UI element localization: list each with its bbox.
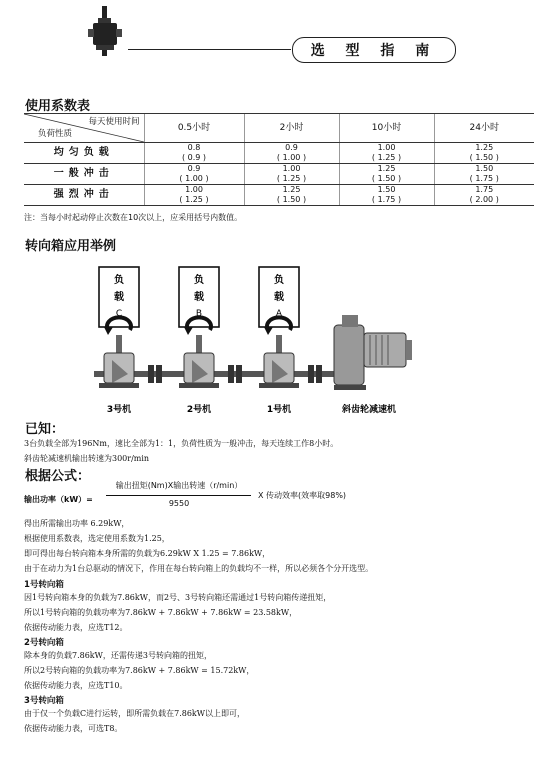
cell-value-alt: ( 1.25 ) [276,174,307,183]
table-corner-cell [24,114,144,143]
load-b [179,267,219,353]
box3-title: 3号转向箱 [24,696,64,706]
drive-train-diagram [84,255,414,420]
cell-value: 1.00 [185,185,203,194]
table-row [24,143,534,164]
cell-value: 1.25 [377,164,396,173]
table-cell [244,143,339,164]
cell-value: 1.50 [475,164,494,173]
reducer-label: 斜齿轮减速机 [341,405,397,415]
example-section-title: 转向箱应用举例 [25,239,117,254]
cell-value-alt: ( 2.00 ) [469,195,499,204]
table-cell [144,143,244,164]
table-row [24,185,534,206]
cell-value-alt: ( 1.75 ) [469,174,499,183]
calc-line: 得出所需输出功率 6.29kW， [24,519,130,528]
load-a [259,267,299,353]
coef-table [24,113,534,206]
box1-title: 1号转向箱 [24,580,64,590]
box3-line: 由于仅一个负载C进行运转，即所需负载在7.86kW以上即可， [24,709,246,718]
table-cell [244,185,339,206]
table-cell [339,143,434,164]
cell-value: 1.75 [475,185,494,194]
load-c [99,267,139,353]
machine-2-label: 2号机 [186,405,212,415]
table-row [24,164,534,185]
fraction-bar [106,495,251,496]
column-header: 0.5小时 [144,114,244,143]
formula-rhs: X 传动效率(效率取98%) [258,491,347,500]
known-line: 3台负载全部为196Nm，速比全部为1：1，负荷性质为一般冲击，每天连续工作8小时。 [24,439,339,448]
formula-numerator: 输出扭矩(Nm)X输出转速（r/min） [115,481,243,490]
table-cell [144,185,244,206]
calc-line: 由于在动力为1台总驱动的情况下，作用在每台转向箱上的负载均不一样，所以必须各个分开选型。 [24,564,374,573]
known-title: 已知： [25,422,65,437]
load-b-line2: 载 [194,292,204,303]
coef-note: 注：当每小时起动停止次数在10次以上，应采用括号内数值。 [24,213,243,222]
gearbox-1-icon [259,353,299,388]
known-line: 斜齿轮减速机输出转速为300r/min [24,454,150,463]
cell-value: 1.25 [282,185,301,194]
box2-line: 依据传动能力表，应选T10。 [24,681,128,690]
table-cell [244,164,339,185]
calc-line: 即可得出每台转向箱本身所需的负载为6.29kW X 1.25 = 7.86kW， [24,549,271,558]
gearbox-2-icon [179,353,219,388]
page-header-title: 选 型 指 南 [292,37,456,63]
table-cell [339,185,434,206]
load-c-line2: 载 [114,292,124,303]
gearbox-logo-icon [88,6,122,56]
row-label: 一般冲击 [24,164,144,185]
arrowhead-icon [264,327,273,335]
cell-value: 1.50 [377,185,396,194]
formula-denominator: 9550 [168,499,190,508]
row-label: 均匀负载 [24,143,144,164]
cell-value-alt: ( 1.00 ) [276,153,307,162]
arrowhead-icon [184,327,193,335]
cell-value: 1.00 [377,143,396,152]
column-header: 24小时 [434,114,534,143]
column-header: 10小时 [339,114,434,143]
cell-value: 1.25 [475,143,494,152]
arrowhead-icon [104,327,113,335]
table-cell [434,164,534,185]
row-label: 强烈冲击 [24,185,144,206]
table-cell [144,164,244,185]
header-rule [128,49,291,50]
cell-value-alt: ( 1.75 ) [371,195,402,204]
load-a-line2: 载 [274,292,284,303]
formula-title: 根据公式： [25,469,91,484]
machine-3-label: 3号机 [106,405,132,415]
corner-top-label: 每天使用时间 [88,117,140,127]
load-b-letter: B [195,309,203,319]
table-cell [339,164,434,185]
cell-value-alt: ( 0.9 ) [181,153,207,162]
load-c-line1: 负 [114,275,124,286]
helical-reducer-icon [334,315,412,390]
cell-value: 0.9 [285,143,298,152]
power-formula [24,480,464,514]
table-header-row [24,114,534,143]
column-header: 2小时 [244,114,339,143]
cell-value: 0.8 [187,143,201,152]
box2-line: 除本身的负载7.86kW，还需传递3号转向箱的扭矩， [24,651,212,660]
coef-section-title: 使用系数表 [25,99,91,114]
box2-title: 2号转向箱 [24,638,64,648]
box2-line: 所以2号转向箱的负载功率为7.86kW + 7.86kW = 15.72kW， [24,666,255,675]
gearbox-3-icon [99,353,139,388]
load-b-line1: 负 [194,275,204,286]
calc-line: 根据使用系数表，选定使用系数为1.25， [24,534,170,543]
machine-1-label: 1号机 [266,405,292,415]
table-cell [434,143,534,164]
load-a-line1: 负 [274,275,284,286]
box3-line: 依据传动能力表，可选T8。 [24,724,123,733]
box1-line: 因1号转向箱本身的负载为7.86kW，而2号、3号转向箱还需通过1号转向箱传递扭矩， [24,593,332,602]
cell-value-alt: ( 1.50 ) [469,153,499,162]
cell-value-alt: ( 1.50 ) [276,195,307,204]
cell-value: 1.00 [282,164,301,173]
box1-line: 依据传动能力表，应选T12。 [24,623,128,632]
box1-line: 所以1号转向箱的负载功率为7.86kW + 7.86kW + 7.86kW = 23.58kW， [24,608,298,617]
cell-value-alt: ( 1.50 ) [371,174,402,183]
load-c-letter: C [115,309,123,319]
formula-lhs: 输出功率（kW）= [24,495,93,504]
cell-value-alt: ( 1.00 ) [179,174,209,183]
table-cell [434,185,534,206]
cell-value-alt: ( 1.25 ) [179,195,209,204]
load-a-letter: A [275,309,283,319]
cell-value-alt: ( 1.25 ) [371,153,402,162]
corner-bottom-label: 负荷性质 [38,129,73,139]
cell-value: 0.9 [187,164,201,173]
